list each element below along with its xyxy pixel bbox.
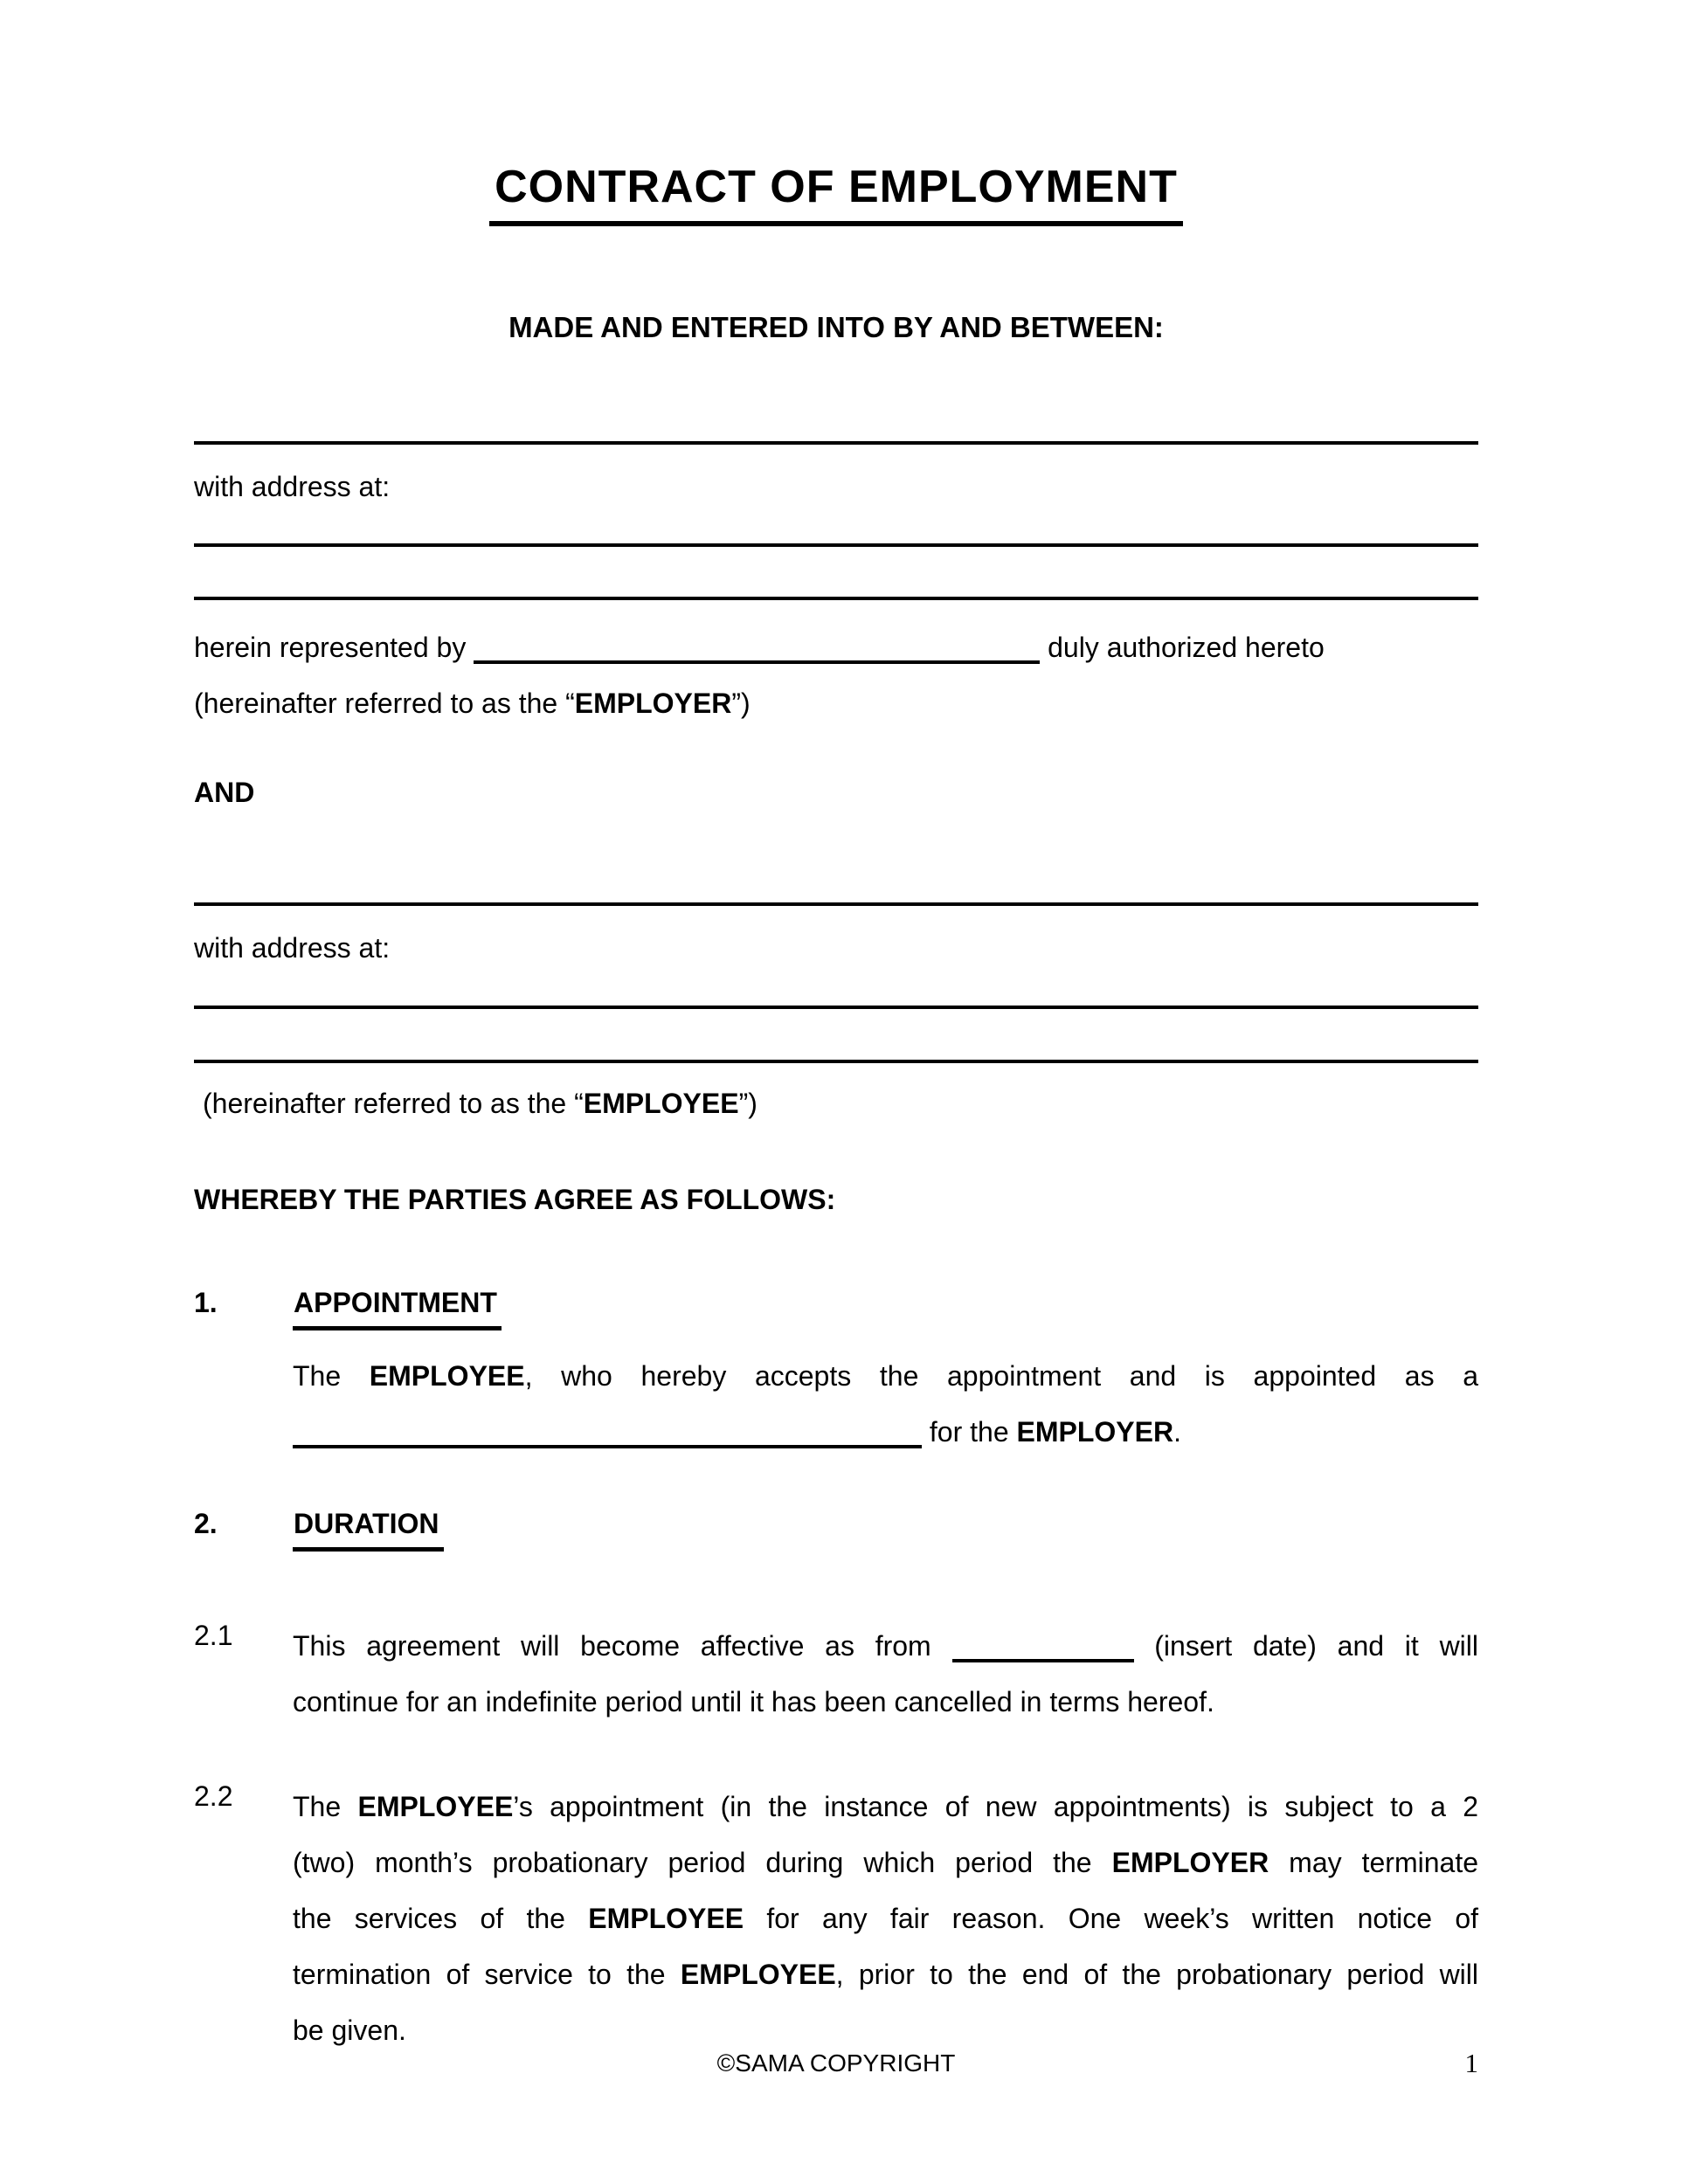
employee-term: EMPLOYEE	[369, 1360, 525, 1393]
employer-term: EMPLOYER	[1016, 1416, 1174, 1448]
copyright-notice: ©SAMA COPYRIGHT	[716, 2049, 956, 2077]
text-segment: termination of service to the	[293, 1959, 681, 1991]
employee-ref-prefix: (hereinafter referred to as the “	[203, 1088, 584, 1120]
clause-2-1-paragraph	[293, 1618, 1478, 1730]
page-number: 1	[1464, 2048, 1478, 2078]
text-segment: for the	[922, 1416, 1017, 1448]
clause-2-2-line-2	[293, 1835, 1478, 1890]
clause-2-2-line-4	[293, 1946, 1478, 2002]
page-content	[0, 162, 1688, 2058]
clause-2-2-line-1	[293, 1779, 1478, 1835]
section-1-body	[293, 1285, 1478, 1460]
employee-ref-suffix: ”)	[738, 1088, 758, 1120]
section-1-heading-row	[293, 1285, 1478, 1330]
whereby-clause: WHEREBY THE PARTIES AGREE AS FOLLOWS:	[194, 1184, 836, 1216]
clause-2-2-body	[293, 1779, 1478, 2058]
employee-term: EMPLOYEE	[680, 1959, 836, 1991]
text-segment: , who hereby accepts the appointment and is appointed as a	[524, 1360, 1478, 1393]
clause-2-1-body	[293, 1618, 1478, 1730]
employee-reference-line	[194, 1086, 1478, 1121]
text-segment: .	[1173, 1416, 1181, 1448]
blank-line-employer-address-1	[194, 543, 1478, 547]
clause-2-2-line-3	[293, 1890, 1478, 1946]
text-segment: ’s appointment (in the instance of new appointments) is subject to a 2	[513, 1791, 1479, 1823]
text-segment: (two) month’s probationary period during which period the	[293, 1847, 1112, 1879]
clause-2-1-number: 2.1	[194, 1620, 233, 1652]
section-2-body	[293, 1506, 1478, 1552]
employee-term: EMPLOYEE	[588, 1903, 744, 1935]
employee-address-label: with address at:	[194, 932, 391, 964]
appointment-line-1	[293, 1348, 1478, 1404]
text-segment: The	[293, 1791, 358, 1823]
employer-ref-suffix: ”)	[731, 688, 751, 720]
text-segment: for any fair reason. One week’s written notice of	[744, 1903, 1479, 1935]
blank-representative-name	[474, 660, 1040, 664]
clause-2-2-line-5: be given.	[293, 2015, 406, 2047]
text-segment: may terminate	[1269, 1847, 1479, 1879]
section-2-number: 2.	[194, 1508, 218, 1540]
blank-line-employer-address-2	[194, 597, 1478, 600]
clause-2-2-paragraph	[293, 1779, 1478, 2058]
text-segment: This agreement will become affective as from	[293, 1630, 952, 1662]
title-row	[194, 162, 1478, 226]
represented-by-text: herein represented by	[194, 632, 474, 664]
section-2-heading: DURATION	[293, 1506, 444, 1552]
blank-line-employee-address-1	[194, 1006, 1478, 1009]
employer-term: EMPLOYER	[1111, 1847, 1269, 1879]
employer-representation-paragraph	[194, 619, 1478, 731]
employer-address-label: with address at:	[194, 471, 391, 503]
section-1-number: 1.	[194, 1287, 218, 1319]
page-footer	[194, 2046, 1478, 2084]
appointment-line-2	[293, 1404, 1478, 1460]
appointment-paragraph	[293, 1348, 1478, 1460]
duly-authorized-text: duly authorized hereto	[1040, 632, 1325, 664]
section-2-heading-row	[293, 1506, 1478, 1552]
clause-2-1	[194, 1618, 1478, 1730]
section-2-duration	[194, 1506, 1478, 1552]
section-1-heading: APPOINTMENT	[293, 1285, 502, 1330]
blank-position-title	[293, 1445, 922, 1448]
employer-term: EMPLOYER	[574, 688, 732, 720]
section-1-appointment	[194, 1285, 1478, 1460]
document-subtitle: MADE AND ENTERED INTO BY AND BETWEEN:	[508, 311, 1164, 344]
clause-2-1-line-1	[293, 1618, 1478, 1674]
blank-effective-date	[952, 1659, 1134, 1662]
clause-2-2	[194, 1779, 1478, 2058]
text-segment: The	[293, 1360, 370, 1393]
and-separator: AND	[194, 777, 255, 809]
blank-line-employer-name	[194, 441, 1478, 445]
clause-2-1-line-2: continue for an indefinite period until it has been cancelled in terms hereof.	[293, 1686, 1214, 1718]
employee-term: EMPLOYEE	[583, 1088, 739, 1120]
clause-2-2-number: 2.2	[194, 1780, 233, 1813]
document-title: CONTRACT OF EMPLOYMENT	[489, 162, 1183, 226]
employee-term: EMPLOYEE	[357, 1791, 514, 1823]
text-segment: (insert date) and it will	[1133, 1630, 1479, 1662]
text-segment: the services of the	[293, 1903, 589, 1935]
blank-line-employee-name	[194, 902, 1478, 906]
blank-line-employee-address-2	[194, 1060, 1478, 1063]
text-segment: , prior to the end of the probationary period will	[835, 1959, 1479, 1991]
employer-ref-prefix: (hereinafter referred to as the “	[194, 688, 575, 720]
